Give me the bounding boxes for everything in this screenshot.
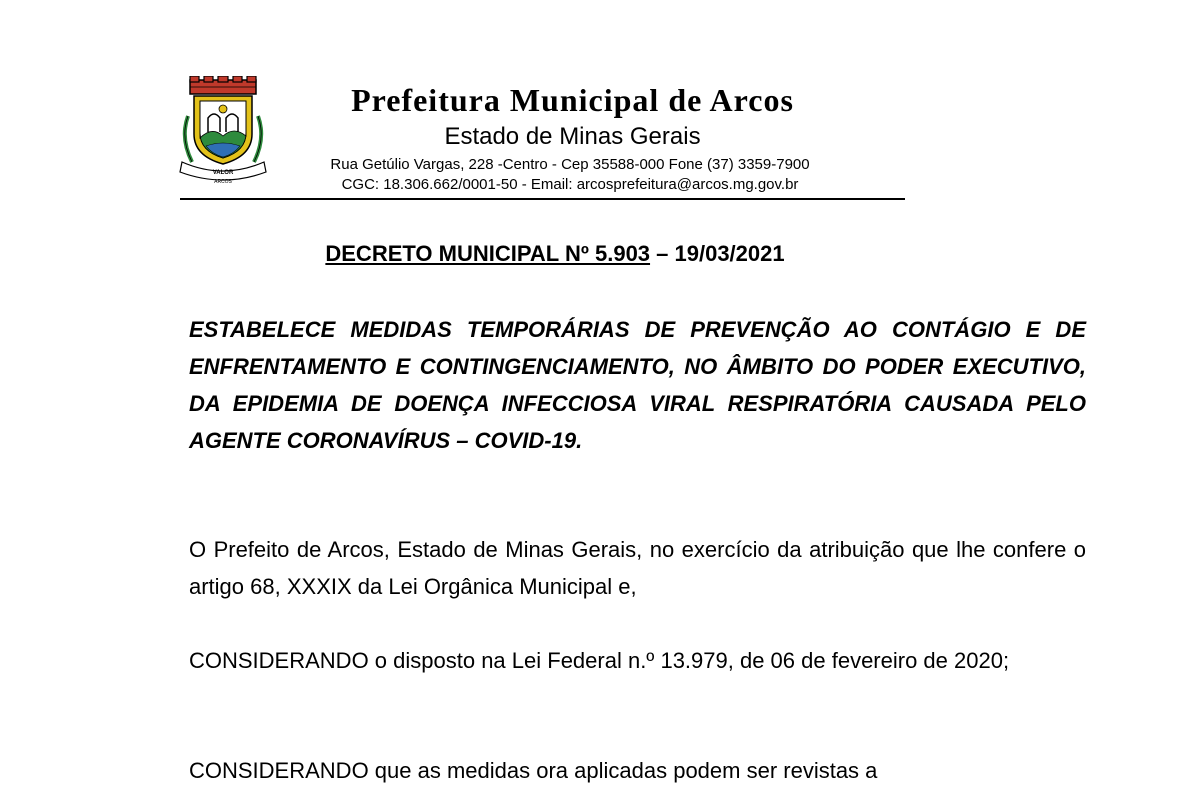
cgc-email-line: CGC: 18.306.662/0001-50 - Email: arcosprefeitura@arcos.mg.gov.br xyxy=(341,176,799,193)
considerando-paragraph-2: CONSIDERANDO que as medidas ora aplicadas podem ser revistas a xyxy=(189,758,878,783)
municipality-title: Prefeitura Municipal de Arcos xyxy=(351,82,794,118)
address-line: Rua Getúlio Vargas, 228 -Centro - Cep 35588-000 Fone (37) 3359-7900 xyxy=(330,156,810,173)
decree-number: DECRETO MUNICIPAL Nº 5.903 xyxy=(325,241,651,266)
considerando-paragraph-1: CONSIDERANDO o disposto na Lei Federal n.º 13.979, de 06 de fevereiro de 2020; xyxy=(189,648,1010,673)
letterhead xyxy=(0,0,1200,205)
decree-date: – 19/03/2021 xyxy=(650,241,785,266)
preamble-paragraph: O Prefeito de Arcos, Estado de Minas Gerais, no exercício da atribuição que lhe confere o artigo 68, XXXIX da Lei Orgânica Municipal e, xyxy=(189,537,1086,599)
crest-ribbon-arcos: ARCOS xyxy=(214,179,232,185)
decree-title xyxy=(0,241,1110,267)
decree-ementa: ESTABELECE MEDIDAS TEMPORÁRIAS DE PREVENÇÃO AO CONTÁGIO E DE ENFRENTAMENTO E CONTINGENCIAMENTO, NO ÂMBITO DO PODER EXECUTIVO, DA EPIDEMIA DE DOENÇA INFECCIOSA VIRAL RESPIRATÓRIA CAUSADA PELO AGENTE CORONAVÍRUS – COVID-19. xyxy=(189,317,1086,453)
crest-ribbon-valor: VALOR xyxy=(212,170,234,176)
municipal-coat-of-arms-icon xyxy=(176,76,270,188)
letterhead-divider xyxy=(180,198,905,200)
state-subtitle: Estado de Minas Gerais xyxy=(444,123,701,150)
